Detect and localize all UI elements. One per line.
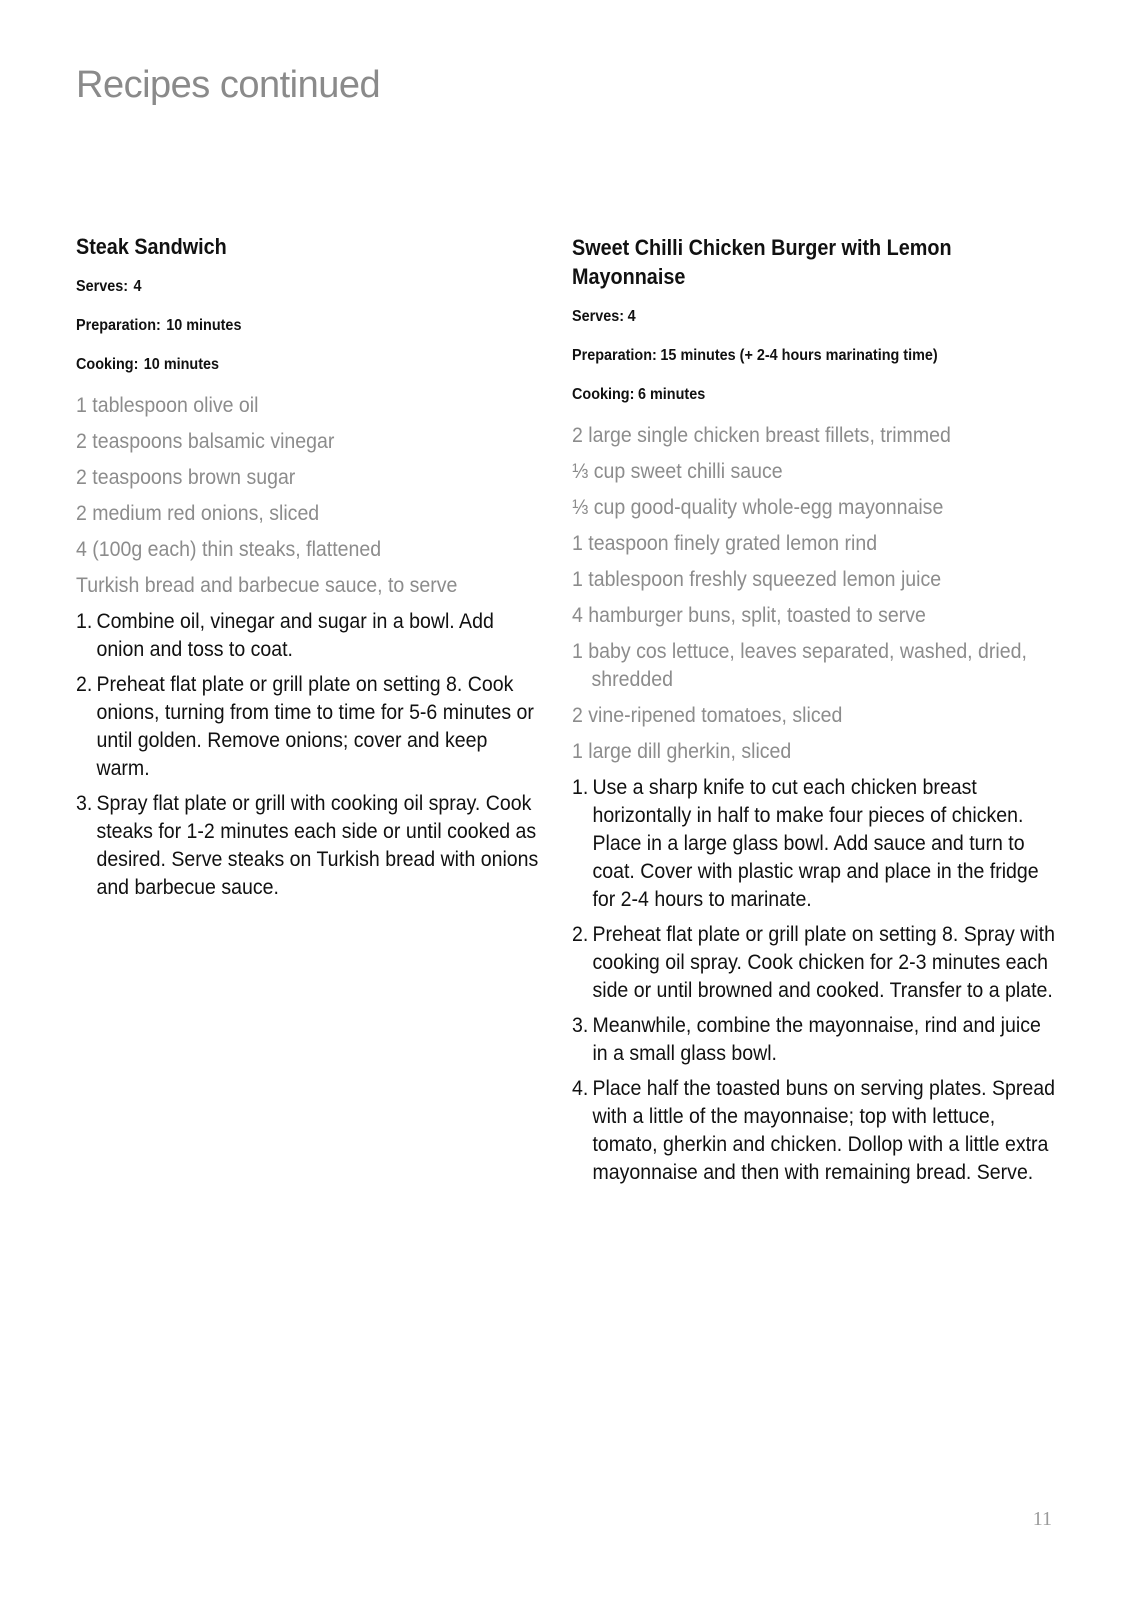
ingredient-item: 2 vine-ripened tomatoes, sliced <box>572 704 843 727</box>
serves-label: Serves: <box>76 278 129 295</box>
step-number: 1. <box>76 610 93 633</box>
serves-label: Serves: <box>572 308 625 325</box>
cooking-value: 10 minutes <box>143 356 220 373</box>
ingredient-list <box>76 392 526 600</box>
cooking-line <box>572 383 1042 407</box>
preparation-value: 15 minutes (+ 2-4 hours marinating time) <box>660 347 938 364</box>
ingredient-item: ⅓ cup good-quality whole-egg mayonnaise <box>572 496 944 519</box>
recipe-title: Sweet Chilli Chicken Burger with Lemon Mayonnaise <box>572 235 952 289</box>
ingredient-item: 4 hamburger buns, split, toasted to serve <box>572 604 926 627</box>
recipe-title: Steak Sandwich <box>76 234 227 259</box>
ingredient-item: 1 tablespoon freshly squeezed lemon juice <box>572 568 942 591</box>
ingredient-item: 4 (100g each) thin steaks, flattened <box>76 538 382 561</box>
ingredient-item: 2 large single chicken breast fillets, trimmed <box>572 424 951 447</box>
preparation-line <box>76 314 526 338</box>
ingredient-item: ⅓ cup sweet chilli sauce <box>572 460 783 483</box>
preparation-label: Preparation: <box>572 347 657 364</box>
ingredient-item: 1 teaspoon finely grated lemon rind <box>572 532 878 555</box>
step-number: 2. <box>572 923 589 946</box>
method-step <box>76 671 544 783</box>
method-step <box>572 774 1060 914</box>
method-step <box>572 921 1060 1005</box>
step-number: 2. <box>76 673 93 696</box>
cooking-label: Cooking: <box>76 356 139 373</box>
step-text: Combine oil, vinegar and sugar in a bowl. Add onion and toss to coat. <box>96 610 494 661</box>
step-number: 1. <box>572 776 589 799</box>
step-text: Place half the toasted buns on serving plates. Spread with a little of the mayonnaise; top with lettuce, tomato, gherkin and chicken. Dollop with a little extra mayonnaise and then with remaining bread. Serve. <box>592 1077 1055 1184</box>
step-text: Preheat flat plate or grill plate on setting 8. Spray with cooking oil spray. Cook chicken for 2-3 minutes each side or until browned and cooked. Transfer to a plate. <box>592 923 1055 1002</box>
serves-line <box>572 305 1042 329</box>
preparation-value: 10 minutes <box>166 317 242 334</box>
method-steps <box>572 774 1055 1187</box>
step-text: Use a sharp knife to cut each chicken breast horizontally in half to make four pieces of chicken. Place in a large glass bowl. Add sauce and turn to coat. Cover with plastic wrap and place in the fridge for 2-4 hours to marinate. <box>592 776 1039 911</box>
ingredient-item: 2 medium red onions, sliced <box>76 502 320 525</box>
serves-value: 4 <box>133 278 142 295</box>
step-text: Meanwhile, combine the mayonnaise, rind and juice in a small glass bowl. <box>592 1014 1041 1065</box>
step-number: 3. <box>76 792 93 815</box>
preparation-line <box>572 344 1042 368</box>
method-step <box>572 1075 1060 1187</box>
ingredient-item: 1 baby cos lettuce, leaves separated, washed, dried, shredded <box>572 640 1027 691</box>
ingredient-item: 1 large dill gherkin, sliced <box>572 740 792 763</box>
step-text: Spray flat plate or grill with cooking oil spray. Cook steaks for 1-2 minutes each side or until cooked as desired. Serve steaks on Turkish bread with onions and barbecue sauce. <box>96 792 539 899</box>
step-text: Preheat flat plate or grill plate on setting 8. Cook onions, turning from time to time for 5-6 minutes or until golden. Remove onions; cover and keep warm. <box>96 673 534 780</box>
cooking-label: Cooking: <box>572 386 635 403</box>
serves-line <box>76 275 526 299</box>
page-number: 11 <box>1032 1508 1052 1530</box>
cooking-line <box>76 353 526 377</box>
ingredient-item: 2 teaspoons balsamic vinegar <box>76 430 335 453</box>
cooking-value: 6 minutes <box>637 386 706 403</box>
ingredient-item: Turkish bread and barbecue sauce, to serve <box>76 574 458 597</box>
preparation-label: Preparation: <box>76 317 161 334</box>
ingredient-list <box>572 422 1042 766</box>
serves-value: 4 <box>627 308 636 325</box>
page-title: Recipes continued <box>76 64 381 106</box>
method-step <box>76 608 544 664</box>
ingredient-item: 1 tablespoon olive oil <box>76 394 259 417</box>
step-number: 3. <box>572 1014 589 1037</box>
step-number: 4. <box>572 1077 589 1100</box>
recipe-chicken-burger <box>572 233 1055 1194</box>
method-step <box>572 1012 1060 1068</box>
recipe-steak-sandwich <box>76 232 539 909</box>
method-step <box>76 790 544 902</box>
ingredient-item: 2 teaspoons brown sugar <box>76 466 296 489</box>
method-steps <box>76 608 539 902</box>
